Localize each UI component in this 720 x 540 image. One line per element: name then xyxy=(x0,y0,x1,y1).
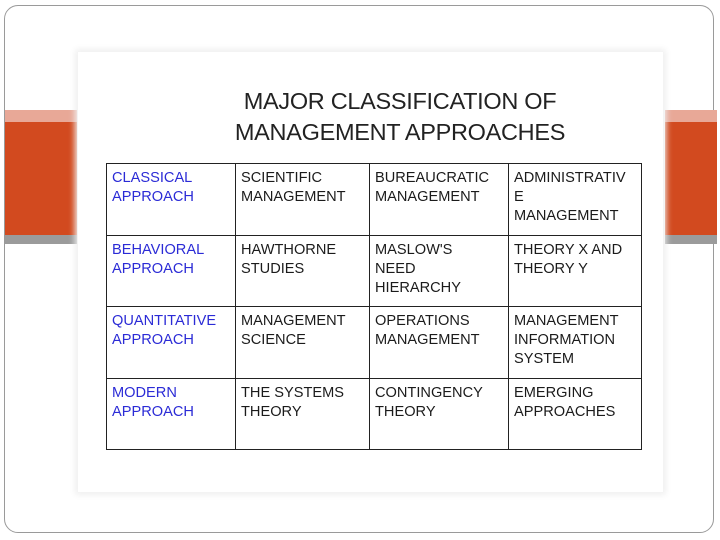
theory-cell: CONTINGENCY THEORY xyxy=(370,378,509,449)
slide-title-line-2: MANAGEMENT APPROACHES xyxy=(234,119,566,145)
theory-cell: SCIENTIFIC MANAGEMENT xyxy=(236,164,370,236)
theory-cell: MANAGEMENT SCIENCE xyxy=(236,307,370,378)
theory-cell: MASLOW'S NEED HIERARCHY xyxy=(370,236,509,307)
category-cell: MODERN APPROACH xyxy=(107,378,236,449)
table-row xyxy=(107,236,642,307)
classification-table xyxy=(106,163,642,450)
theory-cell: THE SYSTEMS THEORY xyxy=(236,378,370,449)
left-accent-bottom-stripe xyxy=(5,235,77,244)
right-accent-bottom-stripe xyxy=(665,235,717,244)
left-accent-main-stripe xyxy=(5,122,77,235)
right-accent-main-stripe xyxy=(665,122,717,235)
theory-cell: MANAGEMENT INFORMATION SYSTEM xyxy=(509,307,642,378)
table-row xyxy=(107,164,642,236)
table-row xyxy=(107,378,642,449)
category-cell: QUANTITATIVE APPROACH xyxy=(107,307,236,378)
slide-title-line-1: MAJOR CLASSIFICATION OF xyxy=(243,88,557,114)
left-accent-top-stripe xyxy=(5,110,77,122)
left-accent-bar xyxy=(5,110,77,244)
theory-cell: HAWTHORNE STUDIES xyxy=(236,236,370,307)
right-accent-top-stripe xyxy=(665,110,717,122)
table-row xyxy=(107,307,642,378)
right-accent-bar xyxy=(665,110,717,244)
theory-cell: OPERATIONS MANAGEMENT xyxy=(370,307,509,378)
theory-cell: BUREAUCRATIC MANAGEMENT xyxy=(370,164,509,236)
category-cell: CLASSICAL APPROACH xyxy=(107,164,236,236)
slide-title xyxy=(200,86,600,148)
category-cell: BEHAVIORAL APPROACH xyxy=(107,236,236,307)
theory-cell: THEORY X AND THEORY Y xyxy=(509,236,642,307)
theory-cell: EMERGING APPROACHES xyxy=(509,378,642,449)
theory-cell: ADMINISTRATIV E MANAGEMENT xyxy=(509,164,642,236)
